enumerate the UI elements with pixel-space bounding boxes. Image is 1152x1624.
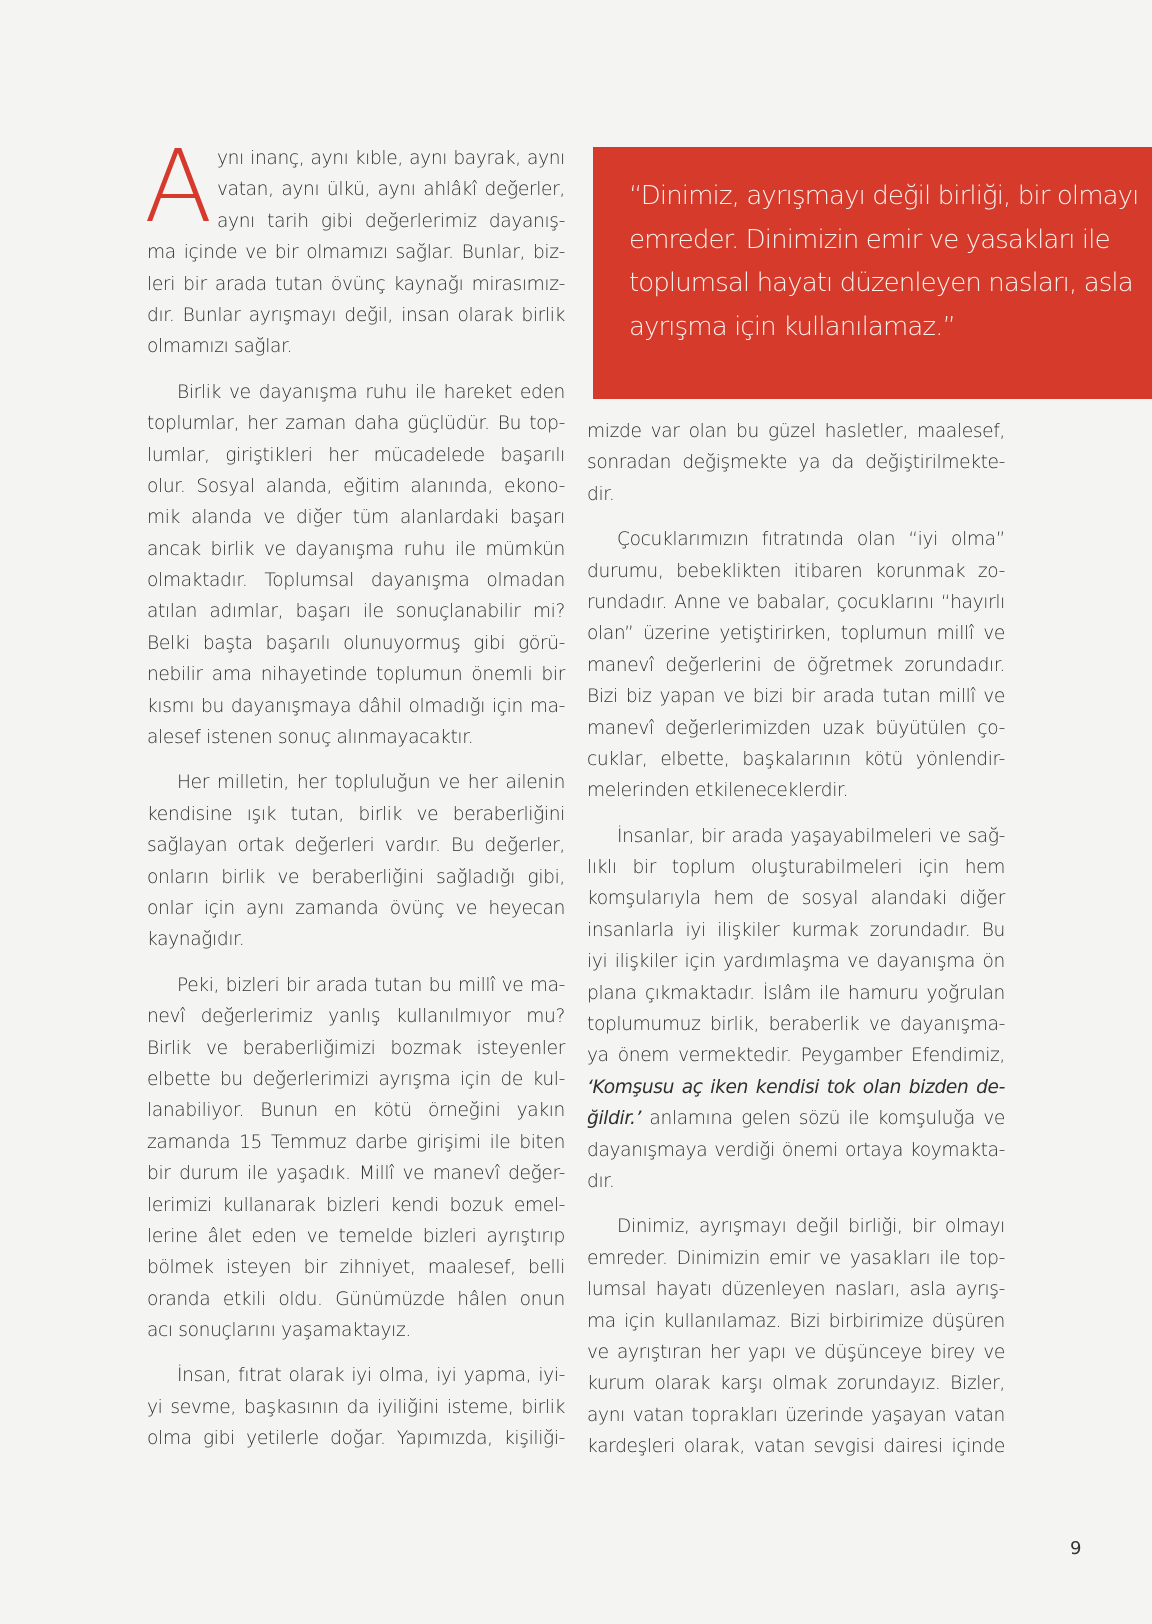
text-line: Bizi biz yapan ve bizi bir arada tutan millî ve <box>587 686 1005 708</box>
text-line: İnsan, fıtrat olarak iyi olma, iyi yapma, iyi- <box>177 1365 565 1387</box>
paragraph-children <box>587 524 1005 807</box>
text-line: insanlarla iyi ilişkiler kurmak zorundadır. Bu <box>587 919 1005 941</box>
text-line: toplumumuz birlik, beraberlik ve dayanışma- <box>587 1014 1005 1036</box>
text-line: durumu, bebeklikten itibaren korunmak zo- <box>587 560 1005 582</box>
text-line: sonradan değişmekte ya da değiştirilmekte- <box>587 452 1005 474</box>
text-line: lerimizi kullanarak bizleri kendi bozuk emel- <box>147 1194 565 1216</box>
hadith-quote-line: ‘Komşusu aç iken kendisi tok olan bizden de- <box>587 1076 1005 1098</box>
pull-quote-text <box>629 175 1139 349</box>
text-line: cuklar, elbette, başkalarının kötü yönlendir- <box>587 748 1005 770</box>
text-line: lerine âlet eden ve temelde bizleri ayrıştırıp <box>147 1225 565 1247</box>
text-line: Peki, bizleri bir arada tutan bu millî ve ma- <box>177 974 565 996</box>
text-line: dir. <box>587 483 615 505</box>
text-line: melerinden etkileneceklerdir. <box>587 780 849 802</box>
text-line: acı sonuçlarını yaşamaktayız. <box>147 1320 411 1342</box>
text-line: dır. <box>587 1170 615 1192</box>
text-line: leri bir arada tutan övünç kaynağı mirasımız- <box>147 273 565 295</box>
text-line: İnsanlar, bir arada yaşayabilmeleri ve sağ- <box>617 825 1005 847</box>
text-line: kısmı bu dayanışmaya dâhil olmadığı için ma- <box>147 695 565 717</box>
text-line: olan” üzerine yetiştirirken, toplumun millî ve <box>587 623 1005 645</box>
text-line: Birlik ve dayanışma ruhu ile hareket eden <box>177 381 565 403</box>
text-line: sağlayan ortak değerleri vardır. Bu değerler, <box>147 835 565 857</box>
text-line: iyi ilişkiler için yardımlaşma ve dayanışma ön <box>587 951 1005 973</box>
text-line: manevî değerlerimizden uzak büyütülen ço- <box>587 717 1005 739</box>
text-line: mik alanda ve diğer tüm alanlardaki başarı <box>147 507 565 529</box>
text-line: nebilir ama nihayetinde toplumun önemli bir <box>147 664 565 686</box>
text-line: bölmek isteyen bir zihniyet, maalesef, belli <box>147 1257 565 1279</box>
text-line: yi sevme, başkasının da iyiliğini isteme, birlik <box>147 1396 565 1418</box>
text-line: Dinimiz, ayrışmayı değil birliği, bir olmayı <box>617 1216 1005 1238</box>
text-line: Çocuklarımızın fıtratında olan “iyi olma” <box>617 529 1005 551</box>
text-line: ya önem vermektedir. Peygamber Efendimiz, <box>587 1045 1005 1067</box>
quote-line: “Dinimiz, ayrışmayı değil birliği, bir olmayı <box>629 181 1139 211</box>
paragraph-2 <box>147 377 565 754</box>
text-line: aynı tarih gibi değerlerimiz dayanış- <box>217 210 565 232</box>
text-line: bir durum ile yaşadık. Millî ve manevî değer- <box>147 1163 565 1185</box>
text-line: alesef istenen sonuç alınmayacaktır. <box>147 727 474 749</box>
text-line: vatan, aynı ülkü, aynı ahlâkî değerler, <box>217 179 565 201</box>
text-line: lumsal hayatı düzenleyen nasları, asla ayrış- <box>587 1279 1005 1301</box>
right-column <box>587 416 1005 1463</box>
text-line: Her milletin, her topluluğun ve her ailenin <box>177 772 565 794</box>
text-line: kendisine ışık tutan, birlik ve beraberliğini <box>147 803 565 825</box>
text-line: lumlar, giriştikleri her mücadelede başarılı <box>147 444 565 466</box>
text-line: ynı inanç, aynı kıble, aynı bayrak, aynı <box>217 148 565 169</box>
text-line: rundadır. Anne ve babalar, çocuklarını “hayırlı <box>587 591 1005 613</box>
text-line: dır. Bunlar ayrışmayı değil, insan olarak birlik <box>147 304 565 326</box>
text-line: onlar için aynı zamanda övünç ve heyecan <box>147 897 565 919</box>
text-line: aynı vatan toprakları üzerinde yaşayan vatan <box>587 1404 1005 1426</box>
text-line: ve ayrıştıran her yapı ve düşünceye birey ve <box>587 1341 1005 1363</box>
text-line: manevî değerlerini de öğretmek zorundadır. <box>587 654 1005 676</box>
text-line: olmamızı sağlar. <box>147 336 293 358</box>
text-line: zamanda 15 Temmuz darbe girişimi ile biten <box>147 1131 565 1153</box>
text-line: mizde var olan bu güzel hasletler, maalesef, <box>587 421 1005 442</box>
text-line: Belki başta başarılı olunuyormuş gibi görü- <box>147 632 565 654</box>
paragraph-5 <box>147 1360 565 1454</box>
paragraph-1 <box>144 128 565 363</box>
text-line <box>587 1103 1005 1134</box>
quote-line: toplumsal hayatı düzenleyen nasları, asla <box>629 268 1133 298</box>
text-line: Birlik ve beraberliğimizi bozmak isteyenler <box>147 1037 565 1059</box>
text-line: ma için kullanılamaz. Bizi birbirimize düşüren <box>587 1310 1005 1332</box>
paragraph-4 <box>147 970 565 1347</box>
text-line: atılan adımlar, başarı ile sonuçlanabilir mi? <box>147 601 565 623</box>
text-line: nevî değerlerimiz yanlış kullanılmıyor mu? <box>147 1006 565 1028</box>
left-column <box>144 128 565 1455</box>
text-line: elbette bu değerlerimizi ayrışma için de kul- <box>147 1068 565 1090</box>
text-span: anlamına gelen sözü ile komşuluğa ve <box>641 1108 1005 1130</box>
text-line: plana çıkmaktadır. İslâm ile hamuru yoğrulan <box>587 982 1005 1004</box>
text-line: ancak birlik ve dayanışma ruhu ile mümkün <box>147 538 565 560</box>
hadith-quote-end: ğildir.’ <box>587 1108 642 1130</box>
text-line: oranda etkili oldu. Günümüzde hâlen onun <box>147 1288 565 1310</box>
paragraph-religion <box>587 1211 1005 1462</box>
paragraph-continued <box>587 416 1005 510</box>
text-line: kaynağıdır. <box>147 929 245 951</box>
text-line: onların birlik ve beraberliğini sağladığı gibi, <box>147 866 565 888</box>
page-number: 9 <box>1070 1538 1082 1559</box>
text-line: olmaktadır. Toplumsal dayanışma olmadan <box>147 570 565 592</box>
text-line: olur. Sosyal alanda, eğitim alanında, ekono- <box>147 475 565 497</box>
text-line: kurum olarak karşı olmak zorundayız. Bizler, <box>587 1373 1005 1395</box>
quote-line: emreder. Dinimizin emir ve yasakları ile <box>629 224 1110 255</box>
text-line: lıklı bir toplum oluşturabilmeleri için hem <box>587 857 1005 879</box>
quote-line: ayrışma için kullanılamaz.” <box>629 311 956 342</box>
drop-cap: A <box>144 128 213 245</box>
text-line: olma gibi yetilerle doğar. Yapımızda, kişiliği- <box>147 1428 565 1450</box>
paragraph-neighbors <box>587 821 1005 1198</box>
text-line: ma içinde ve bir olmamızı sağlar. Bunlar, biz- <box>147 242 565 264</box>
text-line: komşularıyla hem de sosyal alandaki diğer <box>587 888 1005 910</box>
text-line: toplumlar, her zaman daha güçlüdür. Bu top- <box>147 413 565 435</box>
paragraph-3 <box>147 767 565 955</box>
text-line: emreder. Dinimizin emir ve yasakları ile top- <box>587 1247 1005 1269</box>
text-line: lanabiliyor. Bunun en kötü örneğini yakın <box>147 1100 565 1122</box>
text-line: dayanışmaya verdiği önemi ortaya koymakta- <box>587 1139 1005 1161</box>
pull-quote-box <box>593 147 1152 399</box>
text-line: kardeşleri olarak, vatan sevgisi dairesi içinde <box>587 1436 1005 1458</box>
